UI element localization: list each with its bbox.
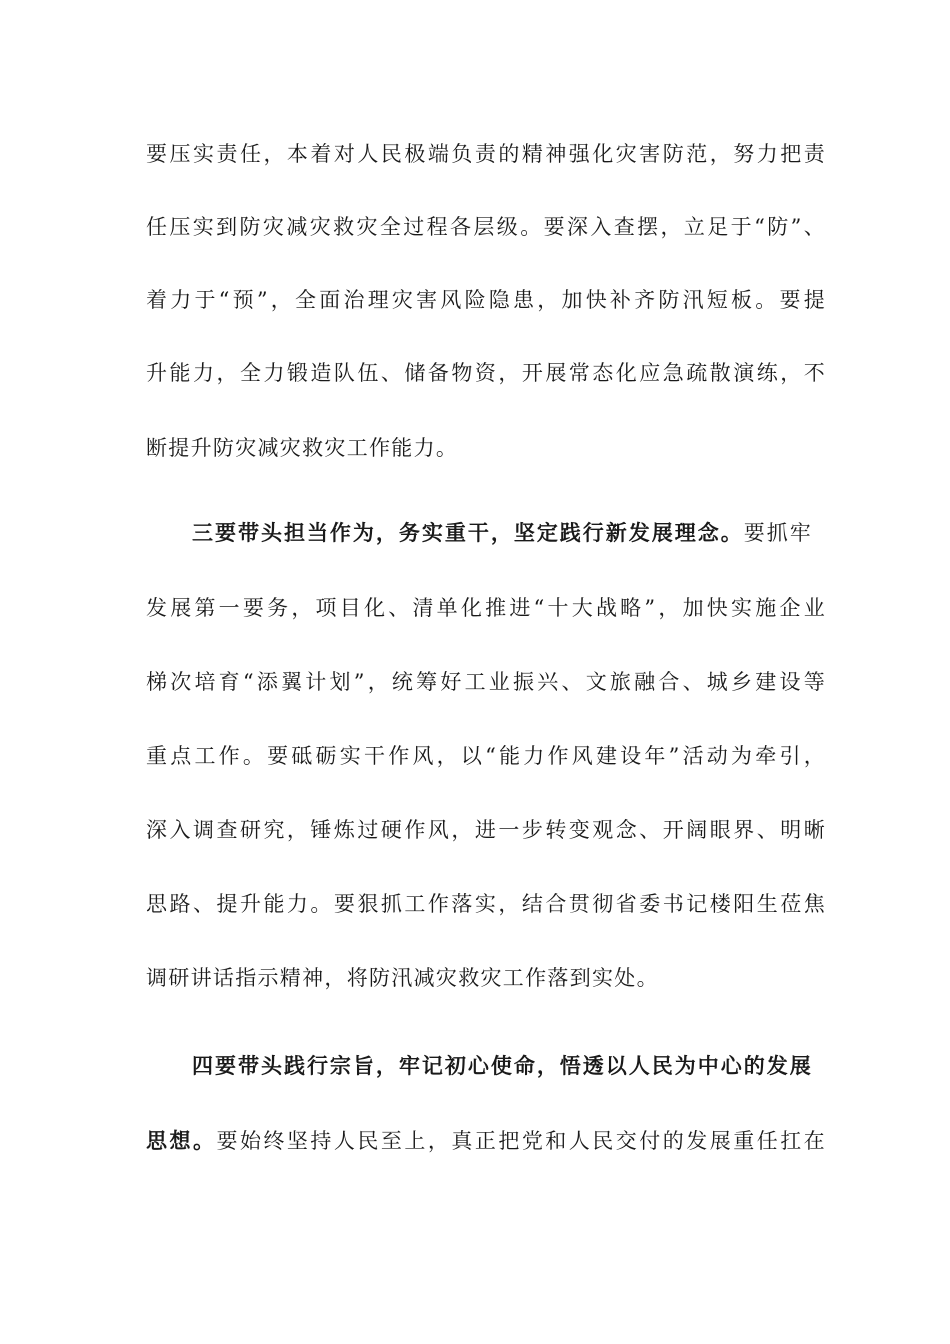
- section-four-heading: 四要带头践行宗旨，牢记初心使命，悟透以人民为中心的发展: [192, 1053, 812, 1078]
- paragraph-line: 梯次培育“添翼计划”，统筹好工业振兴、文旅融合、城乡建设等: [146, 670, 826, 694]
- paragraph-line: 要压实责任，本着对人民极端负责的精神强化灾害防范，努力把责: [146, 142, 826, 166]
- paragraph-line: 断提升防灾减灾救灾工作能力。: [146, 436, 459, 460]
- paragraph-line: 着力于“预”，全面治理灾害风险隐患，加快补齐防汛短板。要提: [146, 288, 826, 312]
- paragraph-line: 任压实到防灾减灾救灾全过程各层级。要深入查摆，立足于“防”、: [146, 215, 826, 239]
- section-three-heading: 三要带头担当作为，务实重干，坚定践行新发展理念。: [192, 520, 744, 545]
- section-three-first-line: [192, 518, 812, 548]
- section-four-second-line-text: 要始终坚持人民至上，真正把党和人民交付的发展重任扛在: [216, 1129, 826, 1153]
- section-three-first-line-text: 要抓牢: [743, 521, 812, 545]
- paragraph-line: 发展第一要务，项目化、清单化推进“十大战略”，加快实施企业: [146, 596, 826, 620]
- paragraph-line: 深入调查研究，锤炼过硬作风，进一步转变观念、开阔眼界、明晰: [146, 818, 826, 842]
- paragraph-line: 升能力，全力锻造队伍、储备物资，开展常态化应急疏散演练，不: [146, 361, 826, 385]
- section-four-heading-end: 思想。: [146, 1128, 217, 1153]
- paragraph-line: 调研讲话指示精神，将防汛减灾救灾工作落到实处。: [146, 966, 659, 990]
- section-four-second-line: [146, 1126, 826, 1156]
- paragraph-line: 重点工作。要砥砺实干作风，以“能力作风建设年”活动为牵引，: [146, 744, 826, 768]
- paragraph-line: 思路、提升能力。要狠抓工作落实，结合贯彻省委书记楼阳生莅焦: [146, 892, 826, 916]
